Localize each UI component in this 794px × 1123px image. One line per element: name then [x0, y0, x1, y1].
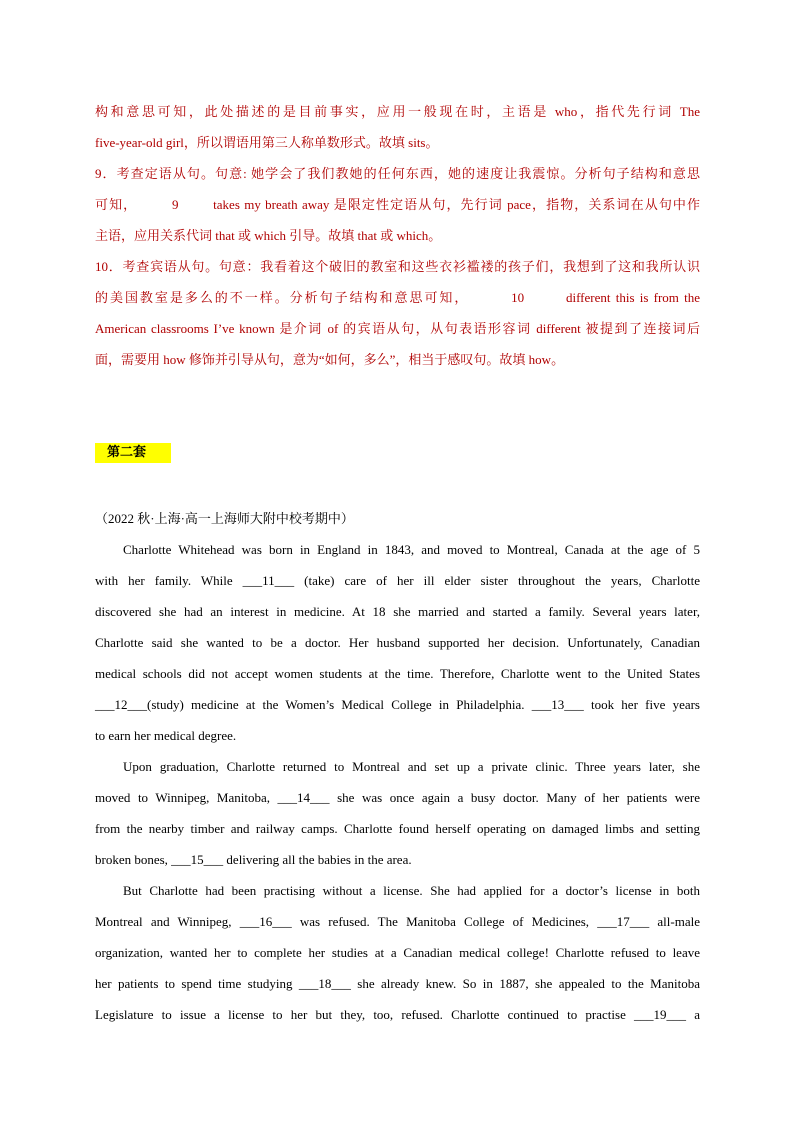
passage-line: medical schools did not accept women students at the time. Therefore, Charlotte went to the United States	[95, 666, 700, 681]
passage-line: broken bones, ___15___ delivering all the babies in the area.	[95, 852, 412, 867]
passage-line: from the nearby timber and railway camps. Charlotte found herself operating on damaged limbs and setting	[95, 821, 700, 836]
passage-line: ___12___(study) medicine at the Women’s Medical College in Philadelphia. ___13___ took her five years	[95, 697, 700, 712]
answer-9-line-1: 9．考查定语从句。句意: 她学会了我们教她的任何东西，她的速度让我震惊。分析句子结构和意思	[95, 166, 700, 181]
answer-9-line-3: 主语，应用关系代词 that 或 which 引导。故填 that 或 which。	[95, 228, 442, 243]
passage-line: Charlotte said she wanted to be a doctor. Her husband supported her decision. Unfortunately, Canadian	[95, 635, 700, 650]
answer-9-line-2: 可知， 9 takes my breath away 是限定性定语从句，先行词 pace，指物，关系词在从句中作	[95, 197, 700, 212]
paragraph-2	[95, 751, 700, 875]
passage-source: （2022 秋·上海·高一上海师大附中校考期中）	[95, 511, 354, 526]
passage-line: to earn her medical degree.	[95, 728, 237, 743]
answer-8-line-2: five-year-old girl，所以谓语用第三人称单数形式。故填 sits。	[95, 135, 439, 150]
passage-line: with her family. While ___11___ (take) care of her ill elder sister throughout the years, Charlotte	[95, 573, 700, 588]
passage-line: Legislature to issue a license to her but they, too, refused. Charlotte continued to practise ___19___ a	[95, 1007, 700, 1022]
answer-10-line-2: 的美国教室是多么的不一样。分析句子结构和意思可知， 10 different this is from the	[95, 290, 700, 305]
answer-10-line-3: American classrooms I’ve known 是介词 of 的宾语从句，从句表语形容词 different 被提到了连接词后	[95, 321, 700, 336]
passage-line: moved to Winnipeg, Manitoba, ___14___ she was once again a busy doctor. Many of her patients were	[95, 790, 700, 805]
paragraph-1	[95, 534, 700, 751]
passage-line: organization, wanted her to complete her studies at a Canadian medical college! Charlotte refused to leave	[95, 945, 700, 960]
passage-line: Montreal and Winnipeg, ___16___ was refused. The Manitoba College of Medicines, ___17___ all-male	[95, 914, 700, 929]
paragraph-3	[95, 875, 700, 1030]
passage	[95, 534, 700, 1030]
passage-line: Upon graduation, Charlotte returned to Montreal and set up a private clinic. Three years later, she	[123, 759, 700, 774]
answer-10-line-1: 10．考查宾语从句。句意：我看着这个破旧的教室和这些衣衫褴褛的孩子们，我想到了这和我所认识	[95, 259, 700, 274]
passage-line: Charlotte Whitehead was born in England in 1843, and moved to Montreal, Canada at the age of 5	[123, 542, 700, 557]
passage-line: discovered she had an interest in medicine. At 18 she married and started a family. Several years later,	[95, 604, 700, 619]
section-tag: 第二套	[95, 443, 171, 463]
answer-explanations	[95, 96, 700, 375]
answer-10-line-4: 面，需要用 how 修饰并引导从句，意为“如何，多么”，相当于感叹句。故填 how。	[95, 352, 565, 367]
answer-8-line-1: 构和意思可知，此处描述的是目前事实，应用一般现在时，主语是 who，指代先行词 The	[95, 104, 700, 119]
passage-line: But Charlotte had been practising without a license. She had applied for a doctor’s license in both	[123, 883, 700, 898]
passage-line: her patients to spend time studying ___18___ she already knew. So in 1887, she appealed to the Manitoba	[95, 976, 700, 991]
